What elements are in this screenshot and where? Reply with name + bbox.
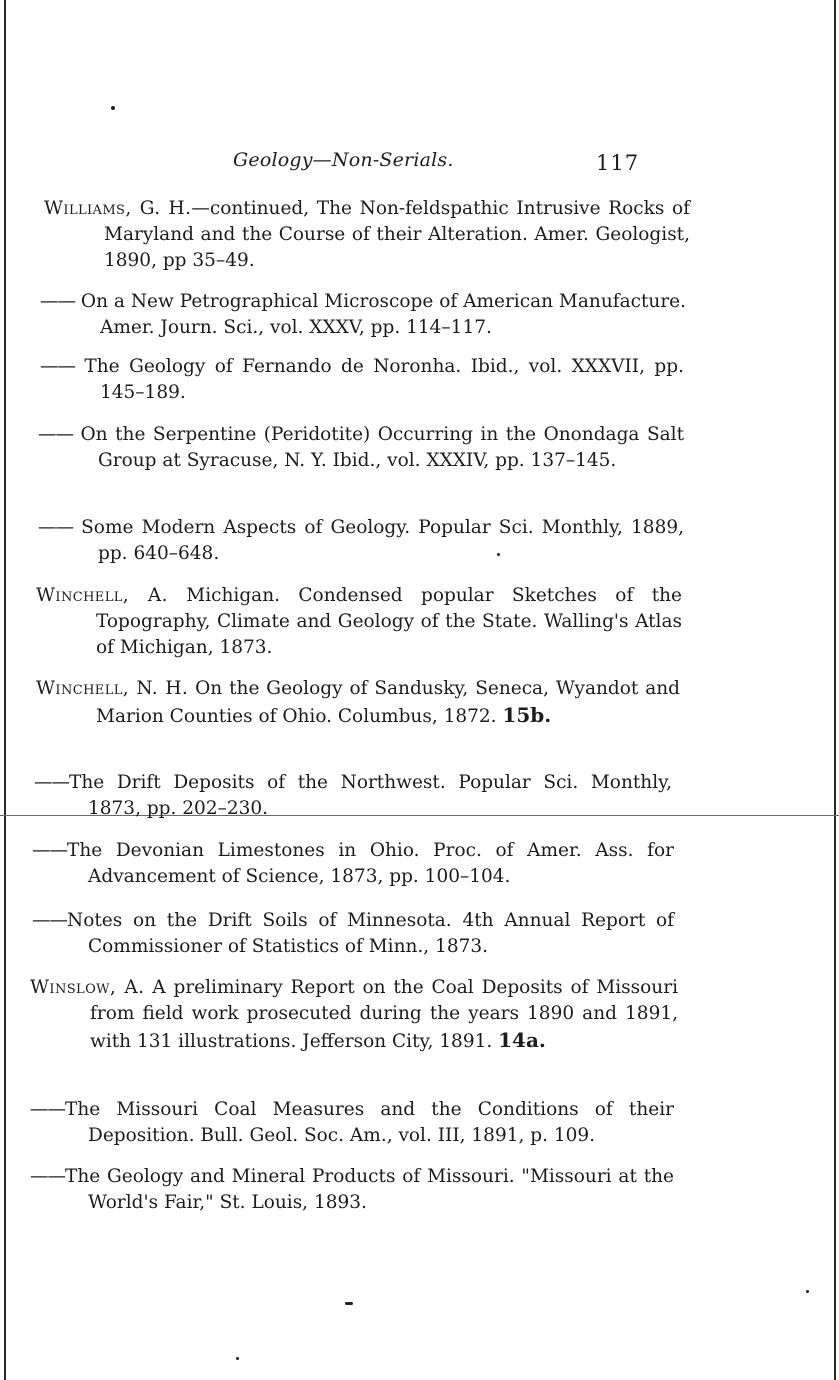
ditto-dash: —— — [38, 424, 73, 445]
entry-text: —continued, The Non-feldspathic Intrusive Rocks of Maryland and the Course of their Alteration. Amer. Geologist, 1890, pp 35–49. — [104, 198, 691, 271]
ditto-dash: —— — [34, 772, 69, 793]
entry-text: A preliminary Report on the Coal Deposits of Missouri from field work prosecuted during the years 1890 and 1891, with 131 illustrations. Jefferson City, 1891. — [90, 977, 678, 1052]
entry-text: On a New Petrographical Microscope of American Manufacture. Amer. Journ. Sci., vol. XXXV, pp. 114–117. — [75, 291, 686, 338]
bibliography-entry — [38, 515, 684, 567]
ditto-dash: —— — [30, 1166, 65, 1187]
bibliography-entry — [36, 583, 682, 661]
ink-speck — [111, 106, 115, 110]
entry-text: The Geology of Fernando de Noronha. Ibid., vol. XXXVII, pp. 145–189. — [75, 356, 684, 403]
ink-speck — [345, 1302, 353, 1305]
page-header — [0, 149, 839, 179]
entry-text: Michigan. Condensed popular Sketches of the Topography, Climate and Geology of the State. Walling's Atlas of Michigan, 1873. — [96, 585, 682, 658]
ditto-dash: —— — [30, 1099, 65, 1120]
left-page-edge — [4, 0, 6, 1380]
bibliography-entry — [34, 770, 672, 822]
right-page-edge — [834, 0, 836, 1380]
entry-text: The Missouri Coal Measures and the Conditions of their Deposition. Bull. Geol. Soc. Am., vol. III, 1891, p. 109. — [65, 1099, 674, 1146]
entry-tag: 15b. — [502, 703, 552, 727]
entry-text: On the Serpentine (Peridotite) Occurring in the Onondaga Salt Group at Syracuse, N. Y. Ibid., vol. XXXIV, pp. 137–145. — [73, 424, 684, 471]
bibliography-entry — [36, 676, 680, 730]
bibliography-entry — [44, 196, 690, 274]
entry-tag: 14a. — [498, 1028, 546, 1052]
entry-text: Notes on the Drift Soils of Minnesota. 4th Annual Report of Commissioner of Statistics of Minn., 1873. — [67, 910, 674, 957]
entry-author: Winslow, A. — [30, 977, 145, 998]
bibliography-entry — [38, 422, 684, 474]
entry-author: Winchell, N. H. — [36, 678, 189, 699]
entry-author: Williams, G. H. — [44, 198, 192, 219]
ditto-dash: —— — [40, 356, 75, 377]
ditto-dash: —— — [40, 291, 75, 312]
bibliography-entry — [30, 1164, 674, 1216]
ditto-dash: —— — [32, 840, 67, 861]
entry-text: Some Modern Aspects of Geology. Popular Sci. Monthly, 1889, pp. 640–648. — [73, 517, 684, 564]
running-head: Geology—Non-Serials. — [233, 149, 454, 171]
ditto-dash: —— — [32, 910, 67, 931]
ditto-dash: —— — [38, 517, 73, 538]
page-number: 117 — [596, 151, 640, 175]
bibliography-entry — [32, 908, 674, 960]
entry-text: The Geology and Mineral Products of Missouri. "Missouri at the World's Fair," St. Louis, 1893. — [65, 1166, 674, 1213]
bibliography-entry — [40, 354, 684, 406]
ink-speck — [236, 1357, 239, 1360]
bibliography-entry — [32, 838, 674, 890]
ink-speck — [806, 1290, 809, 1293]
entry-text: On the Geology of Sandusky, Seneca, Wyandot and Marion Counties of Ohio. Columbus, 1872. — [96, 678, 681, 727]
entry-author: Winchell, A. — [36, 585, 168, 606]
bibliography-entry — [30, 975, 678, 1055]
bibliography-entry — [40, 289, 686, 341]
entry-text: The Drift Deposits of the Northwest. Popular Sci. Monthly, 1873, pp. 202–230. — [69, 772, 672, 819]
entry-text: The Devonian Limestones in Ohio. Proc. of Amer. Ass. for Advancement of Science, 1873, pp. 100–104. — [67, 840, 674, 887]
bibliography-entry — [30, 1097, 674, 1149]
